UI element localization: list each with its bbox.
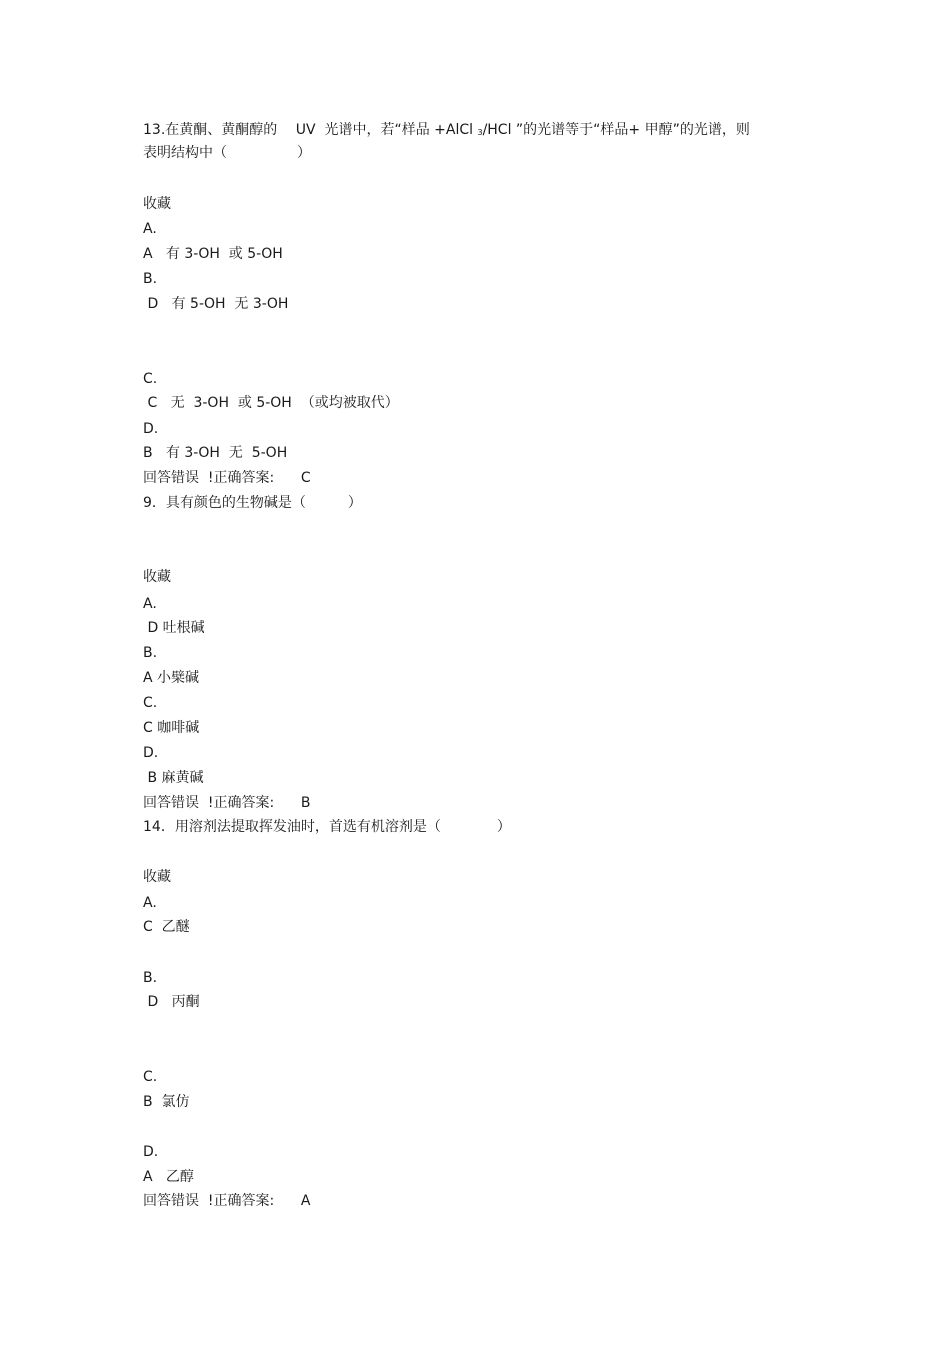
question-9-result: 回答错误 !正确答案: B bbox=[143, 795, 311, 811]
question-9-option-a-text: D 吐根碱 bbox=[143, 620, 205, 636]
question-9-option-c-letter[interactable]: C. bbox=[143, 695, 158, 711]
question-13-option-a-letter[interactable]: A. bbox=[143, 221, 157, 237]
question-9-option-d-text: B 麻黄碱 bbox=[143, 770, 204, 786]
question-14-option-b-letter[interactable]: B. bbox=[143, 970, 158, 986]
question-13-option-c-text: C 无 3-OH 或 5-OH （或均被取代） bbox=[143, 395, 399, 411]
question-14-collect-link[interactable]: 收藏 bbox=[143, 869, 171, 885]
question-14-option-c-letter[interactable]: C. bbox=[143, 1069, 158, 1085]
question-13-stem-part1: 13.在黄酮、黄酮醇的 UV 光谱中，若“样品 +AlCl bbox=[143, 122, 478, 138]
question-9-option-c-text: C 咖啡碱 bbox=[143, 720, 200, 736]
question-9-option-a-letter[interactable]: A. bbox=[143, 596, 157, 612]
question-13-stem-line2: 表明结构中（ ） bbox=[143, 145, 311, 161]
question-13-stem-subscript: 3 bbox=[477, 128, 483, 137]
question-9-option-b-text: A 小檗碱 bbox=[143, 670, 200, 686]
question-9-option-b-letter[interactable]: B. bbox=[143, 645, 158, 661]
question-13-option-b-text: D 有 5-OH 无 3-OH bbox=[143, 296, 289, 312]
question-13-stem-part2: /HCl ”的光谱等于“样品+ 甲醇”的光谱，则 bbox=[482, 122, 750, 138]
question-13-stem bbox=[143, 120, 750, 143]
question-14-result: 回答错误 !正确答案: A bbox=[143, 1193, 311, 1209]
question-14-option-a-letter[interactable]: A. bbox=[143, 895, 157, 911]
question-14-option-c-text: B 氯仿 bbox=[143, 1094, 190, 1110]
question-14-option-d-letter[interactable]: D. bbox=[143, 1144, 159, 1160]
question-13-option-c-letter[interactable]: C. bbox=[143, 371, 158, 387]
question-13-option-a-text: A 有 3-OH 或 5-OH bbox=[143, 246, 283, 262]
question-13-option-d-text: B 有 3-OH 无 5-OH bbox=[143, 445, 288, 461]
question-9-option-d-letter[interactable]: D. bbox=[143, 745, 159, 761]
question-9-collect-link[interactable]: 收藏 bbox=[143, 569, 171, 585]
question-13-option-d-letter[interactable]: D. bbox=[143, 421, 159, 437]
question-14-option-a-text: C 乙醚 bbox=[143, 919, 190, 935]
question-13-result: 回答错误 !正确答案: C bbox=[143, 470, 311, 486]
question-13-collect-link[interactable]: 收藏 bbox=[143, 196, 171, 212]
question-14-option-b-text: D 丙酮 bbox=[143, 994, 200, 1010]
question-14-option-d-text: A 乙醇 bbox=[143, 1169, 194, 1185]
question-13-option-b-letter[interactable]: B. bbox=[143, 271, 158, 287]
question-9-stem: 9．具有颜色的生物碱是（ ） bbox=[143, 495, 362, 511]
question-14-stem: 14．用溶剂法提取挥发油时，首选有机溶剂是（ ） bbox=[143, 819, 511, 835]
